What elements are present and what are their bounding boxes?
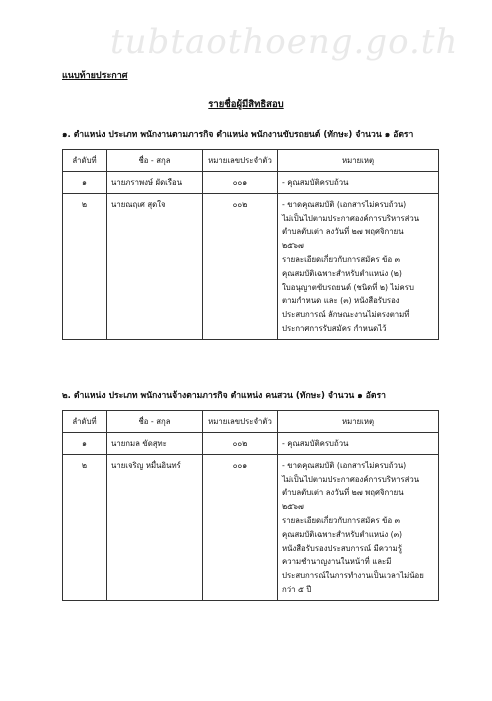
note-line: ตามกำหนด และ (๓) หนังสือรับรอง: [282, 296, 400, 306]
note-line: ๒๕๖๗: [282, 502, 304, 512]
note-line: ๒๕๖๗: [282, 241, 304, 251]
note-line: คุณสมบัติเฉพาะสำหรับตำแหน่ง (๒): [282, 268, 402, 278]
column-header-id: หมายเลขประจำตัว: [203, 411, 278, 433]
note-line: - ขาดคุณสมบัติ (เอกสารไม่ครบถ้วน): [282, 199, 407, 209]
note-line: ความชำนาญงานในหน้าที่ และมี: [282, 557, 392, 567]
annex-heading: แนบท้ายประกาศ: [62, 71, 128, 81]
table-row: [63, 454, 439, 600]
row-note: [278, 454, 439, 600]
table-row: [63, 193, 439, 339]
row-name: นายเจริญ หมื่นอินทร์: [107, 454, 203, 600]
note-line: ประกาศการรับสมัคร กำหนดไว้: [282, 323, 387, 333]
column-header-note: หมายเหตุ: [278, 150, 439, 172]
row-id: ๐๐๒: [203, 193, 278, 339]
note-line: - ขาดคุณสมบัติ (เอกสารไม่ครบถ้วน): [282, 460, 407, 470]
column-header-name: ชื่อ - สกุล: [107, 411, 203, 433]
table-row: [63, 172, 439, 194]
row-no: ๒: [63, 193, 107, 339]
note-line: รายละเอียดเกี่ยวกับการสมัคร ข้อ ๓: [282, 515, 400, 525]
row-id: ๐๐๒: [203, 433, 278, 455]
column-header-id: หมายเลขประจำตัว: [203, 150, 278, 172]
note-line: กว่า ๕ ปี: [282, 584, 312, 594]
table-header-row: [63, 150, 439, 172]
note-line: หนังสือรับรองประสบการณ์ มีความรู้: [282, 543, 403, 553]
row-no: ๒: [63, 454, 107, 600]
note-line: ไม่เป็นไปตามประกาศองค์การบริหารส่วน: [282, 474, 420, 484]
note-line: รายละเอียดเกี่ยวกับการสมัคร ข้อ ๓: [282, 254, 400, 264]
row-id: ๐๐๑: [203, 454, 278, 600]
note-line: ประสบการณ์ ลักษณะงานไม่ตรงตามที่: [282, 310, 410, 320]
section-1-title: ๑. ตำแหน่ง ประเภท พนักงานตามภารกิจ ตำแหน่ง พนักงานขับรถยนต์ (ทักษะ) จำนวน ๑ อัตรา: [62, 130, 414, 140]
row-name: นายภราพงษ์ ผัดเรือน: [107, 172, 203, 194]
column-header-note: หมายเหตุ: [278, 411, 439, 433]
note-line: คุณสมบัติเฉพาะสำหรับตำแหน่ง (๓): [282, 529, 403, 539]
note-line: - คุณสมบัติครบถ้วน: [282, 178, 349, 187]
watermark-text: tubtaothoeng.go.th: [110, 22, 459, 62]
note-line: ใบอนุญาตขับรถยนต์ (ชนิดที่ ๒) ไม่ครบ: [282, 282, 414, 292]
note-line: ประสบการณ์ในการทำงานเป็นเวลาไม่น้อย: [282, 571, 424, 581]
column-header-no: ลำดับที่: [63, 411, 107, 433]
section-2-table: [62, 410, 439, 601]
column-header-no: ลำดับที่: [63, 150, 107, 172]
row-note: [278, 433, 439, 455]
list-title: รายชื่อผู้มีสิทธิสอบ: [208, 99, 284, 110]
section-2-title: ๒. ตำแหน่ง ประเภท พนักงานจ้างตามภารกิจ ตำแหน่ง คนสวน (ทักษะ) จำนวน ๑ อัตรา: [62, 391, 386, 401]
note-line: ตำบลตับเต่า ลงวันที่ ๒๗ พฤศจิกายน: [282, 488, 404, 498]
row-name: นายกมล ขัดสุทะ: [107, 433, 203, 455]
note-line: ตำบลตับเต่า ลงวันที่ ๒๗ พฤศจิกายน: [282, 227, 404, 237]
note-line: ไม่เป็นไปตามประกาศองค์การบริหารส่วน: [282, 213, 420, 223]
row-note: [278, 193, 439, 339]
row-id: ๐๐๑: [203, 172, 278, 194]
row-no: ๑: [63, 433, 107, 455]
table-header-row: [63, 411, 439, 433]
row-name: นายณฤเศ สุดใจ: [107, 193, 203, 339]
row-note: [278, 172, 439, 194]
section-1-table: [62, 149, 439, 340]
table-row: [63, 433, 439, 455]
note-line: - คุณสมบัติครบถ้วน: [282, 439, 349, 448]
column-header-name: ชื่อ - สกุล: [107, 150, 203, 172]
row-no: ๑: [63, 172, 107, 194]
